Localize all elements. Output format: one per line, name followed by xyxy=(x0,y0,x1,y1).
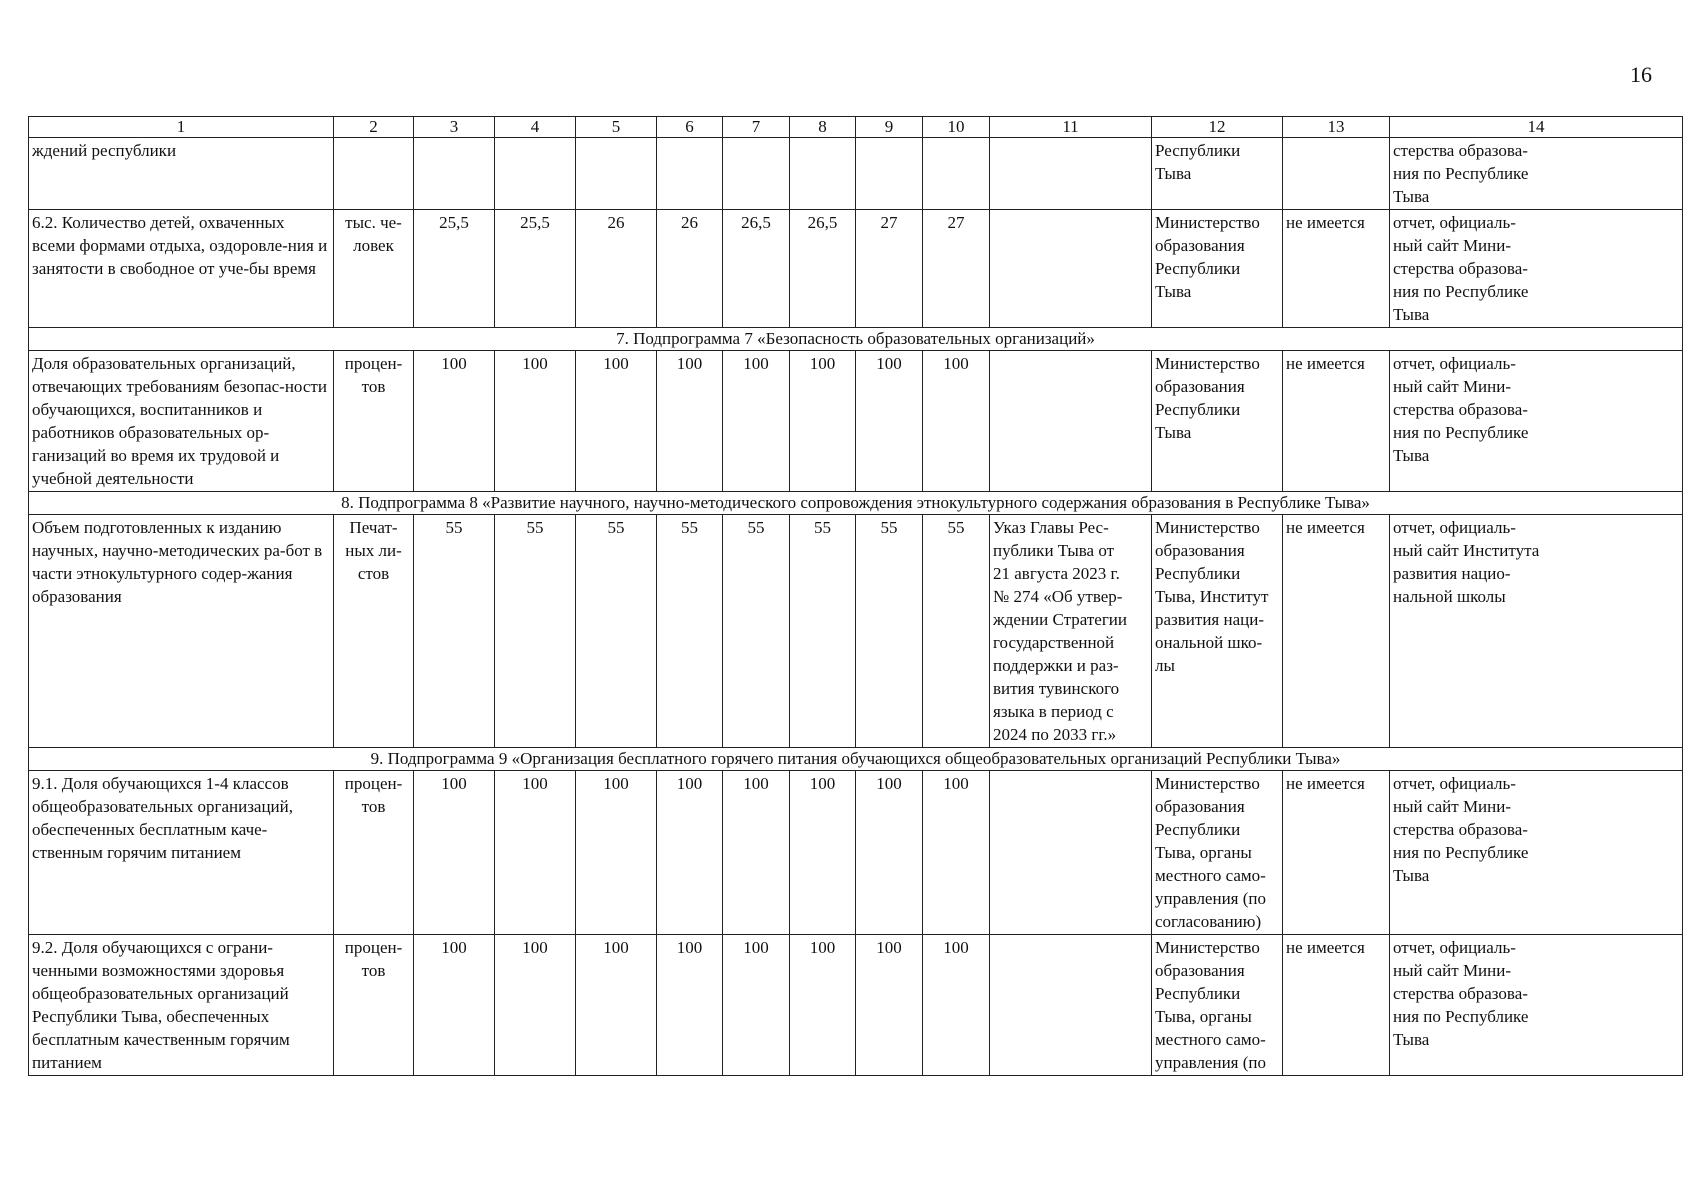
column-number: 13 xyxy=(1283,117,1390,138)
indicator-value: 55 xyxy=(790,515,856,748)
page-number: 16 xyxy=(1630,62,1652,87)
indicator-value: 26,5 xyxy=(723,210,790,328)
responsible-body: Министерство образования Республики Тыва xyxy=(1152,210,1283,328)
responsible-body: Министерство образования Республики Тыва, Институт развития наци- ональной шко- лы xyxy=(1152,515,1283,748)
table-row xyxy=(29,771,1683,935)
indicator-value: 100 xyxy=(495,935,576,1076)
responsible-body: Министерство образования Республики Тыва, органы местного само- управления (по xyxy=(1152,935,1283,1076)
indicator-name: 9.2. Доля обучающихся с ограни-ченными возможностями здоровья общеобразовательных организаций Республики Тыва, обеспеченных бесплатным качественным горячим питанием xyxy=(29,935,334,1076)
information-source: отчет, официаль- ный сайт Мини- стерства образова- ния по Республике Тыва xyxy=(1390,210,1683,328)
indicator-value: 25,5 xyxy=(495,210,576,328)
legal-basis xyxy=(990,210,1152,328)
column-number: 5 xyxy=(576,117,657,138)
indicator-value: 55 xyxy=(923,515,990,748)
table-row xyxy=(29,935,1683,1076)
indicator-name: 9.1. Доля обучающихся 1-4 классов общеобразовательных организаций, обеспеченных бесплатным каче-ственным горячим питанием xyxy=(29,771,334,935)
indicator-value: 100 xyxy=(723,351,790,492)
legal-basis xyxy=(990,935,1152,1076)
indicator-value: 55 xyxy=(723,515,790,748)
indicator-value: 100 xyxy=(576,771,657,935)
indicator-value: 100 xyxy=(414,351,495,492)
legal-basis xyxy=(990,351,1152,492)
subprogram-title: 9. Подпрограмма 9 «Организация бесплатного горячего питания обучающихся общеобразовательных организаций Республики Тыва» xyxy=(29,748,1683,771)
table-row xyxy=(29,351,1683,492)
column-number: 8 xyxy=(790,117,856,138)
indicator-value xyxy=(495,138,576,210)
unit-of-measure: тыс. че- ловек xyxy=(334,210,414,328)
indicator-name: ждений республики xyxy=(29,138,334,210)
column-number: 10 xyxy=(923,117,990,138)
indicator-value: 100 xyxy=(856,935,923,1076)
indicator-value: 100 xyxy=(495,771,576,935)
indicator-value: 100 xyxy=(657,351,723,492)
indicator-name: 6.2. Количество детей, охваченных всеми формами отдыха, оздоровле-ния и занятости в свободное от уче-бы время xyxy=(29,210,334,328)
subprogram-row xyxy=(29,748,1683,771)
indicator-name: Доля образовательных организаций, отвечающих требованиям безопас-ности обучающихся, воспитанников и работников образовательных ор-ганизаций во время их трудовой и учебной деятельности xyxy=(29,351,334,492)
column-number: 7 xyxy=(723,117,790,138)
indicator-value: 26 xyxy=(576,210,657,328)
indicators-table xyxy=(28,116,1683,1076)
responsible-body: Министерство образования Республики Тыва xyxy=(1152,351,1283,492)
information-source: стерства образова- ния по Республике Тыва xyxy=(1390,138,1683,210)
subprogram-title: 7. Подпрограмма 7 «Безопасность образовательных организаций» xyxy=(29,328,1683,351)
indicator-value: 100 xyxy=(856,771,923,935)
indicator-value: 100 xyxy=(790,771,856,935)
indicator-value: 27 xyxy=(856,210,923,328)
indicator-value: 26,5 xyxy=(790,210,856,328)
relation-note: не имеется xyxy=(1283,935,1390,1076)
table-row xyxy=(29,138,1683,210)
table-row xyxy=(29,210,1683,328)
column-number: 6 xyxy=(657,117,723,138)
indicator-value: 55 xyxy=(495,515,576,748)
indicator-value: 55 xyxy=(657,515,723,748)
column-number: 11 xyxy=(990,117,1152,138)
column-number: 14 xyxy=(1390,117,1683,138)
indicator-value: 100 xyxy=(657,935,723,1076)
indicator-value: 100 xyxy=(414,935,495,1076)
indicator-value: 100 xyxy=(576,351,657,492)
relation-note: не имеется xyxy=(1283,210,1390,328)
indicator-value: 100 xyxy=(576,935,657,1076)
indicator-value xyxy=(576,138,657,210)
indicator-value xyxy=(856,138,923,210)
legal-basis xyxy=(990,771,1152,935)
indicator-value: 100 xyxy=(856,351,923,492)
indicator-value: 100 xyxy=(414,771,495,935)
information-source: отчет, официаль- ный сайт Мини- стерства образова- ния по Республике Тыва xyxy=(1390,771,1683,935)
indicator-name: Объем подготовленных к изданию научных, научно-методических ра-бот в части этнокультурного содер-жания образования xyxy=(29,515,334,748)
relation-note: не имеется xyxy=(1283,771,1390,935)
indicator-value xyxy=(723,138,790,210)
indicator-value: 100 xyxy=(923,351,990,492)
indicator-value: 100 xyxy=(657,771,723,935)
subprogram-row xyxy=(29,328,1683,351)
information-source: отчет, официаль- ный сайт Института развития нацио- нальной школы xyxy=(1390,515,1683,748)
unit-of-measure: процен- тов xyxy=(334,771,414,935)
subprogram-row xyxy=(29,492,1683,515)
indicator-value xyxy=(790,138,856,210)
relation-note: не имеется xyxy=(1283,515,1390,748)
indicator-value: 100 xyxy=(723,771,790,935)
column-number: 1 xyxy=(29,117,334,138)
indicator-value: 55 xyxy=(856,515,923,748)
unit-of-measure xyxy=(334,138,414,210)
indicator-value: 100 xyxy=(790,351,856,492)
indicator-value: 100 xyxy=(723,935,790,1076)
column-number: 9 xyxy=(856,117,923,138)
responsible-body: Министерство образования Республики Тыва, органы местного само- управления (по согласованию) xyxy=(1152,771,1283,935)
indicator-value: 100 xyxy=(923,771,990,935)
indicator-value: 26 xyxy=(657,210,723,328)
unit-of-measure: Печат- ных ли- стов xyxy=(334,515,414,748)
indicator-value: 100 xyxy=(495,351,576,492)
column-number: 3 xyxy=(414,117,495,138)
unit-of-measure: процен- тов xyxy=(334,351,414,492)
legal-basis xyxy=(990,138,1152,210)
indicator-value: 55 xyxy=(576,515,657,748)
indicator-value xyxy=(657,138,723,210)
indicator-value: 27 xyxy=(923,210,990,328)
information-source: отчет, официаль- ный сайт Мини- стерства образова- ния по Республике Тыва xyxy=(1390,351,1683,492)
column-number: 12 xyxy=(1152,117,1283,138)
information-source: отчет, официаль- ный сайт Мини- стерства образова- ния по Республике Тыва xyxy=(1390,935,1683,1076)
legal-basis: Указ Главы Рес- публики Тыва от 21 августа 2023 г. № 274 «Об утвер- ждении Стратегии государственной поддержки и раз- вития тувинского языка в период с 2024 по 2033 гг.» xyxy=(990,515,1152,748)
relation-note: не имеется xyxy=(1283,351,1390,492)
unit-of-measure: процен- тов xyxy=(334,935,414,1076)
relation-note xyxy=(1283,138,1390,210)
indicator-value xyxy=(414,138,495,210)
table-row xyxy=(29,515,1683,748)
indicator-value: 100 xyxy=(790,935,856,1076)
indicator-value: 25,5 xyxy=(414,210,495,328)
responsible-body: Республики Тыва xyxy=(1152,138,1283,210)
table-body xyxy=(29,117,1683,1076)
column-number-row xyxy=(29,117,1683,138)
subprogram-title: 8. Подпрограмма 8 «Развитие научного, научно-методического сопровождения этнокультурного содержания образования в Республике Тыва» xyxy=(29,492,1683,515)
indicator-value: 100 xyxy=(923,935,990,1076)
indicator-value: 55 xyxy=(414,515,495,748)
column-number: 2 xyxy=(334,117,414,138)
column-number: 4 xyxy=(495,117,576,138)
indicator-value xyxy=(923,138,990,210)
